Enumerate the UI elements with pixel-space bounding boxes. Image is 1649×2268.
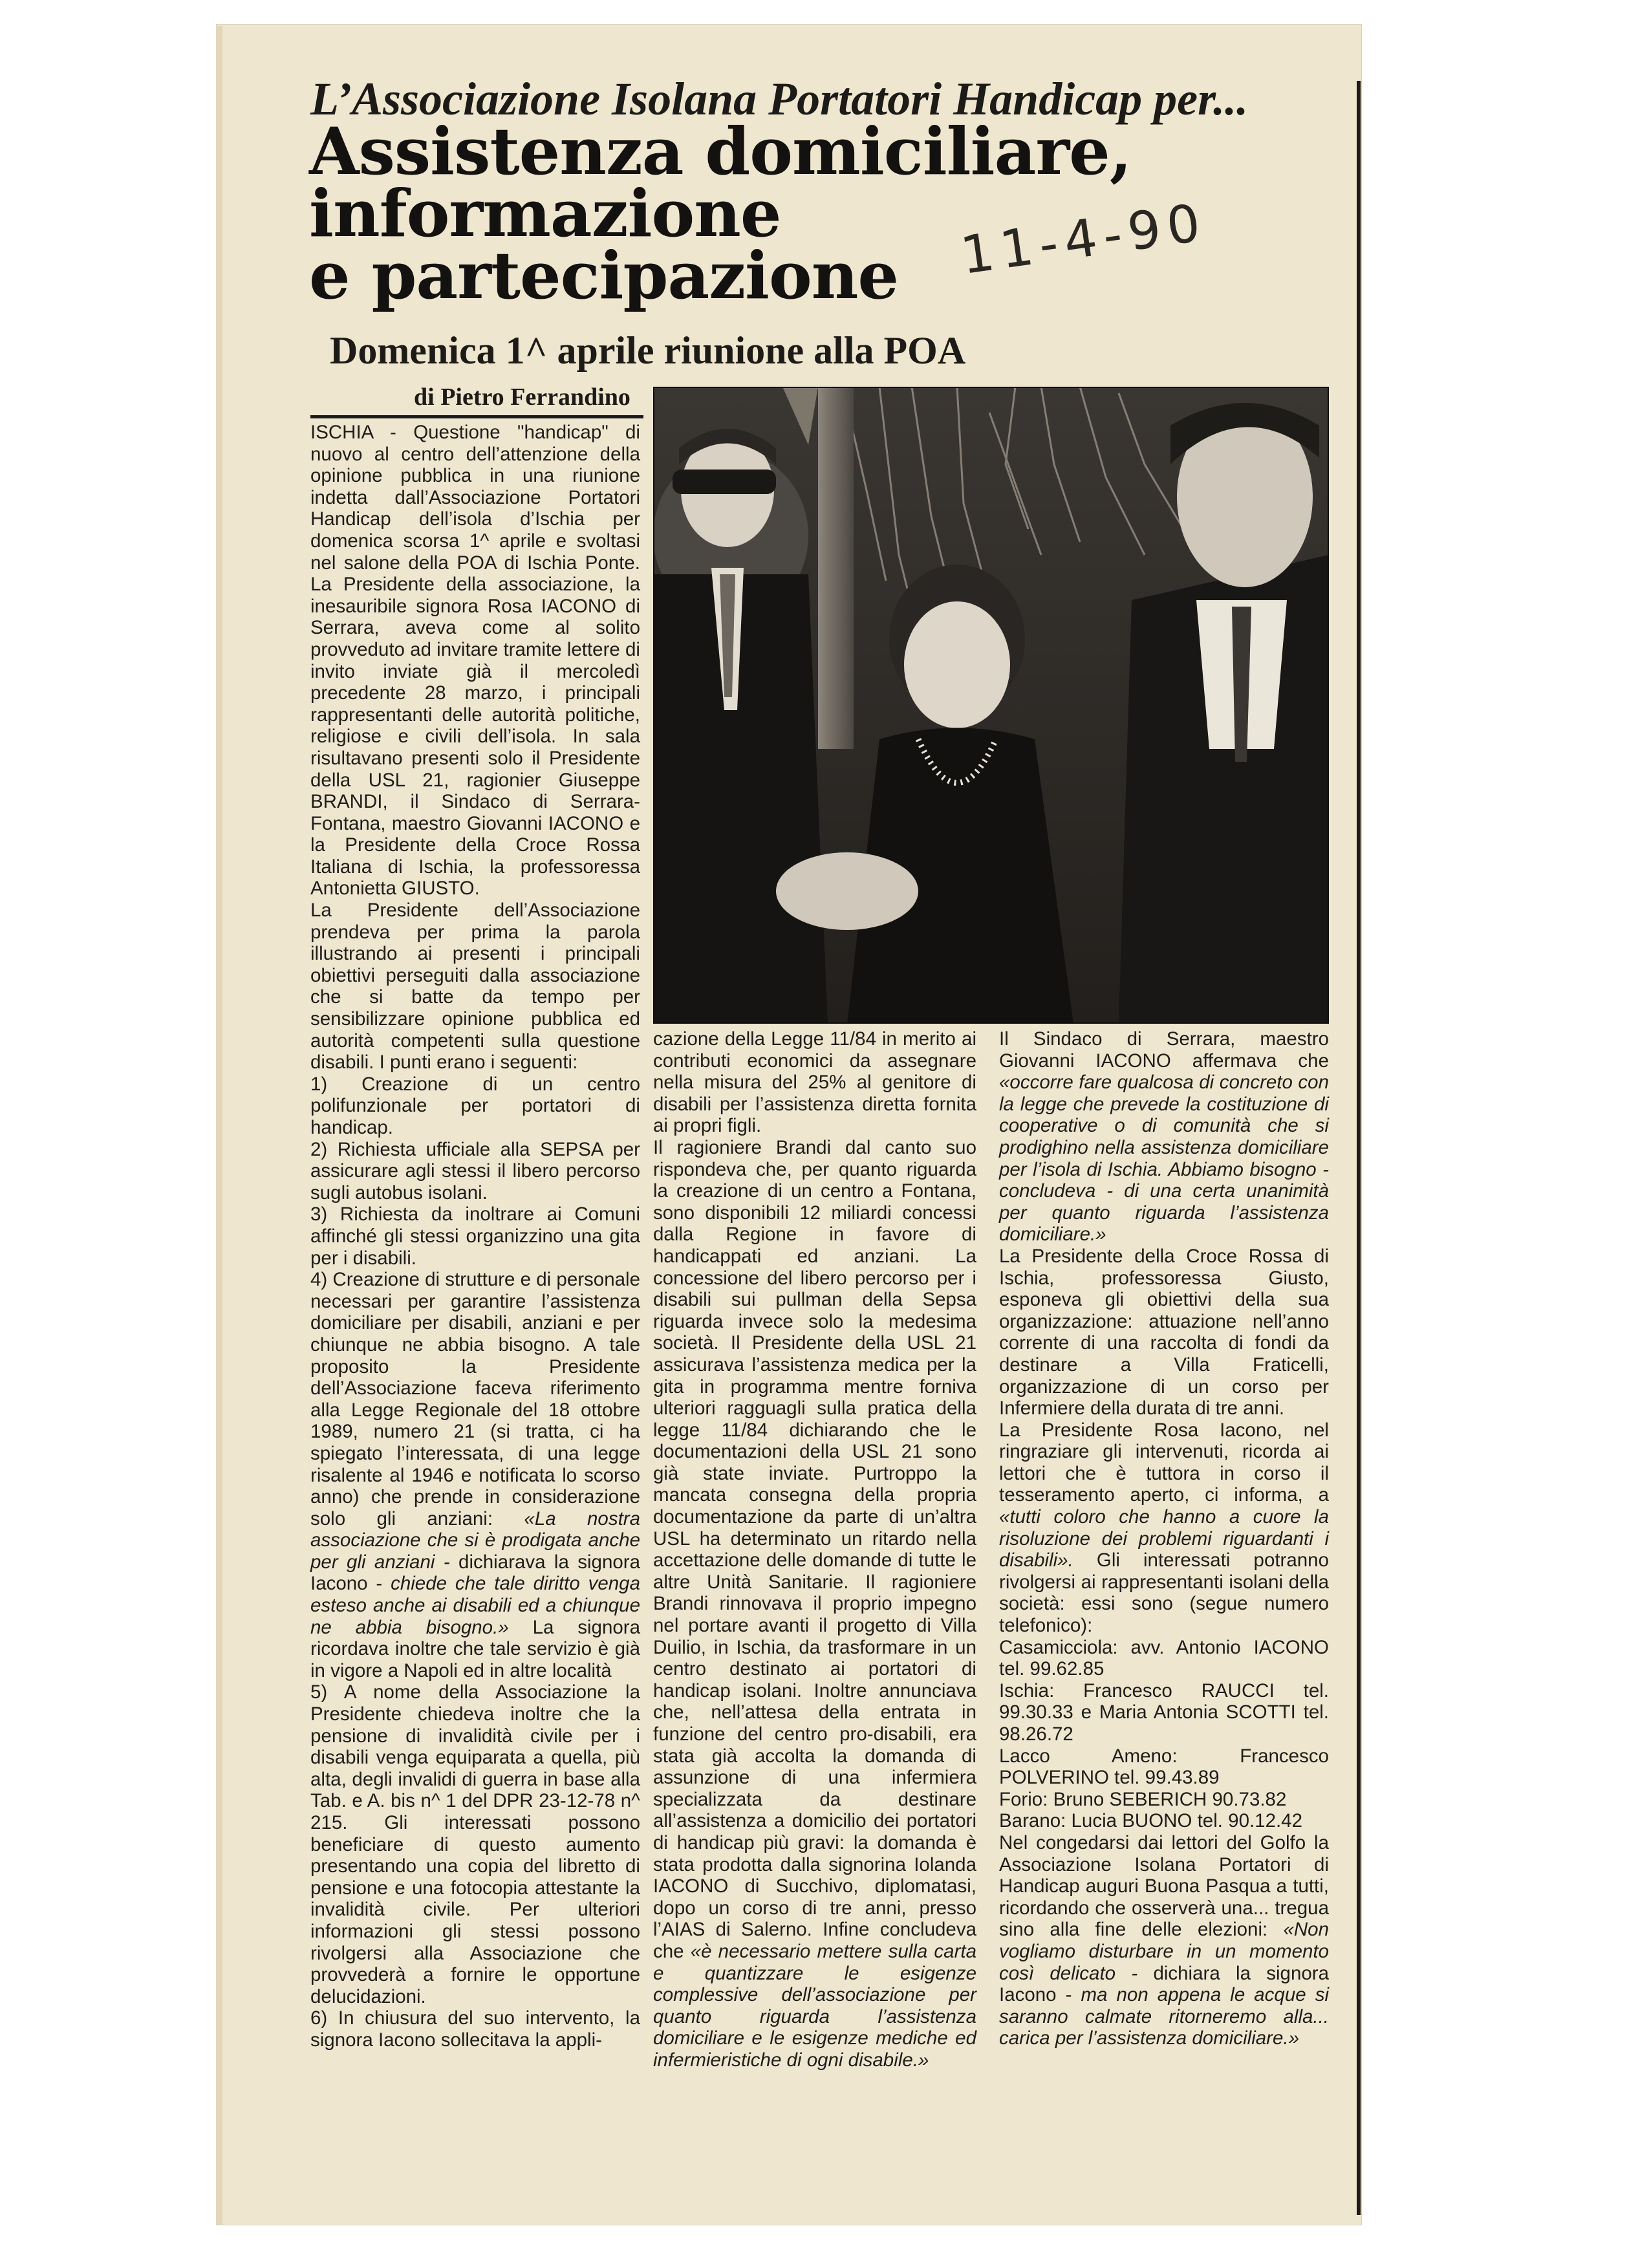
- article-kicker: L’Associazione Isolana Portatori Handicap per...: [310, 73, 1249, 125]
- column-rule: [1357, 81, 1361, 2215]
- clipping-edge-shade: [217, 26, 222, 2225]
- article-photo: [653, 387, 1329, 1024]
- paragraph: [653, 1137, 976, 2071]
- paragraph: cazione della Legge 11/84 in merito ai contributi economici da assegnare nella misura del 25% al genitore di disabili per l’assistenza diretta fornita ai propri figli.: [653, 1028, 976, 1137]
- paragraph: [999, 1832, 1329, 2049]
- article-subheadline: Domenica 1^ aprile riunione alla POA: [330, 329, 966, 372]
- quote-italic: «è necessario mettere sulla carta e quantizzare le esigenze complessive dell’associazione per quanto riguarda l’assistenza domiciliare e le esigenze mediche ed infermieristiche di ogni disabile.»: [653, 1940, 976, 2071]
- paragraph-text: La Presidente Rosa Iacono, nel ringraziare gli intervenuti, ricorda ai lettori che è tuttora in corso il tesseramento aperto, ci informa, a: [999, 1419, 1329, 1506]
- paragraph: La Presidente della Croce Rossa di Ischia, professoressa Giusto, esponeva gli obiettivi della sua organizzazione: attuazione nell’anno corrente di una raccolta di fondi da destinare a Villa Fraticelli, organizzazione di un corso per Infermiere della durata di tre anni.: [999, 1245, 1329, 1420]
- byline-rule: [310, 415, 643, 418]
- paragraph: 3) Richiesta da inoltrare ai Comuni affinché gli stessi organizzino una gita per i disabili.: [310, 1204, 640, 1269]
- quote-italic: «tutti coloro che hanno a cuore la risoluzione dei problemi riguardanti i disabili».: [999, 1506, 1329, 1571]
- paragraph-text: dichiara la signora Iacono -: [999, 1962, 1330, 2006]
- contact-line: Ischia: Francesco RAUCCI tel. 99.30.33 e Maria Antonia SCOTTI tel. 98.26.72: [999, 1679, 1329, 1745]
- contact-line: Lacco Ameno: Francesco POLVERINO tel. 99.43.89: [999, 1745, 1329, 1789]
- headline-line: Assistenza domiciliare,: [309, 113, 1132, 189]
- article-byline: di Pietro Ferrandino: [414, 383, 630, 411]
- paragraph: La Presidente dell’Associazione prendeva per prima la parola illustrando ai presenti i principali obiettivi perseguiti dalla associazione che si batte da tempo per sensibilizzare opinione pubblica ed autorità competenti sulla questione disabili. I punti erano i seguenti:: [310, 900, 640, 1074]
- quote-italic: chiede che tale diritto venga esteso anche ai disabili ed a chiunque ne abbia bisogno.»: [310, 1573, 640, 1638]
- paragraph: [310, 1269, 640, 1681]
- paragraph: 2) Richiesta ufficiale alla SEPSA per assicurare agli stessi il libero percorso sugli autobus isolani.: [310, 1138, 640, 1204]
- paragraph: 5) A nome della Associazione la Presidente chiedeva inoltre che la pensione di invalidità civile per i disabili venga equiparata a quella, più alta, degli invalidi di guerra in base alla Tab. e A. bis n^ 1 del DPR 23-12-78 n^ 215. Gli interessati possono beneficiare di questo aumento presentando una copia del libretto di pensione e una fotocopia attestante la invalidità civile. Per ulteriori informazioni gli stessi possono rivolgersi alla Associazione che provvederà a fornire le opportune delucidazioni.: [310, 1681, 640, 2007]
- article-column-2: [653, 1028, 976, 2071]
- paragraph: ISCHIA - Questione "handicap" di nuovo al centro dell’attenzione della opinione pubblica in una riunione indetta dall’Associazione Portatori Handicap dell’isola d’Ischia per domenica scorsa 1^ aprile e svoltasi nel salone della POA di Ischia Ponte. La Presidente della associazione, la inesauribile signora Rosa IACONO di Serrara, aveva come al solito provveduto ad invitare tramite lettere di invito inviate già il mercoledì precedente 28 marzo, i principali rappresentanti delle autorità politiche, religiose e civili dell’isola. In sala risultavano presenti solo il Presidente della USL 21, ragionier Giuseppe BRANDI, il Sindaco di Serrara-Fontana, maestro Giovanni IACONO e la Presidente della Croce Rossa Italiana di Ischia, la professoressa Antonietta GIUSTO.: [310, 422, 640, 900]
- article-column-3: [999, 1028, 1329, 2049]
- paragraph-text: 4) Creazione di strutture e di personale necessari per garantire l’assistenza domiciliare per disabili, anziani e per chiunque ne abbia bisogno. A tale proposito la Presidente dell’Associazione faceva riferimento alla Legge Regionale del 18 ottobre 1989, numero 21 (si tratta, ci ha spiegato l’interessata, di una legge risalente al 1946 e notificata lo scorso anno) che prende in considerazione solo gli anziani:: [310, 1269, 640, 1529]
- paragraph: [999, 1028, 1329, 1246]
- quote-italic: ma non appena le acque si saranno calmate ritorneremo alla... carica per l’assistenza domiciliare.»: [999, 1984, 1330, 2049]
- headline-line: informazione: [309, 175, 781, 252]
- paragraph: 1) Creazione di un centro polifunzionale per portatori di handicap.: [310, 1073, 640, 1138]
- paragraph-text: La signora ricordava inoltre che tale servizio è già in vigore a Napoli ed in altre località: [310, 1616, 641, 1681]
- article-column-1: [310, 422, 640, 2051]
- paragraph-text: Nel congedarsi dai lettori del Golfo la Associazione Isolana Portatori di Handicap auguri Buona Pasqua a tutti, ricordando che osserverà una... tregua sino alla fine delle elezioni:: [999, 1831, 1329, 1941]
- paragraph-text: dichiarava la signora Iacono -: [310, 1551, 641, 1595]
- quote-italic: «La nostra associazione che si è prodigata anche per gli anziani -: [310, 1507, 640, 1573]
- paragraph-text: Il Sindaco di Serrara, maestro Giovanni IACONO affermava che: [999, 1028, 1329, 1072]
- contact-line: Casamicciola: avv. Antonio IACONO tel. 99.62.85: [999, 1636, 1329, 1680]
- paragraph-text: Gli interessati potranno rivolgersi ai rappresentanti isolani della società: essi sono (segue numero telefonico):: [999, 1550, 1329, 1637]
- photo-three-people-icon: [653, 387, 1329, 1024]
- quote-italic: «Non vogliamo disturbare in un momento così delicato -: [999, 1919, 1329, 1984]
- quote-italic: «occorre fare qualcosa di concreto con la legge che prevede la costituzione di cooperative o di comunità che si prodighino nella assistenza domiciliare per l’isola di Ischia. Abbiamo bisogno - concludeva - di una certa unanimità per quanto riguarda l’assistenza domiciliare.»: [999, 1072, 1329, 1246]
- contact-line: Barano: Lucia BUONO tel. 90.12.42: [999, 1810, 1302, 1832]
- handwritten-date: 11-4-90: [957, 191, 1211, 286]
- paragraph-text: Il ragioniere Brandi dal canto suo rispondeva che, per quanto riguarda la creazione di un centro a Fontana, sono disponibili 12 miliardi concessi dalla Regione in favore di handicappati ed anziani. La concessione del libero percorso per i disabili sui pullman della Sepsa riguarda invece solo la medesima società. Il Presidente della USL 21 assicurava l’assistenza medica per la gita in programma mentre forniva ulteriori ragguagli sulla pratica della legge 11/84 dichiarando che le documentazioni della USL 21 sono già state inviate. Purtroppo la mancata consegna della propria documentazione da parte di un’altra USL ha determinato un ritardo nella accettazione delle domande di tutte le altre Unità Sanitarie. Il ragioniere Brandi rinnovava il proprio impegno nel portare avanti il progetto di Villa Duilio, in Ischia, da trasformare in un centro destinato ai portatori di handicap isolani. Inoltre annunciava che, nell’attesa della entrata in funzione del centro pro-disabili, era stata già accolta la domanda di assunzione di una infermiera specializzata da destinare all’assistenza a domicilio dei portatori di handicap più gravi: la domanda è stata prodotta dalla signorina Iolanda IACONO di Succhivo, diplomatasi, dopo un corso di tre anni, presso l’AIAS di Salerno. Infine concludeva che: [653, 1136, 976, 1962]
- contact-line: Forio: Bruno SEBERICH 90.73.82: [999, 1788, 1287, 1810]
- paragraph: 6) In chiusura del suo intervento, la signora Iacono sollecitava la appli-: [310, 2007, 640, 2051]
- headline-line: e partecipazione: [309, 237, 899, 314]
- paragraph: [999, 1420, 1329, 1637]
